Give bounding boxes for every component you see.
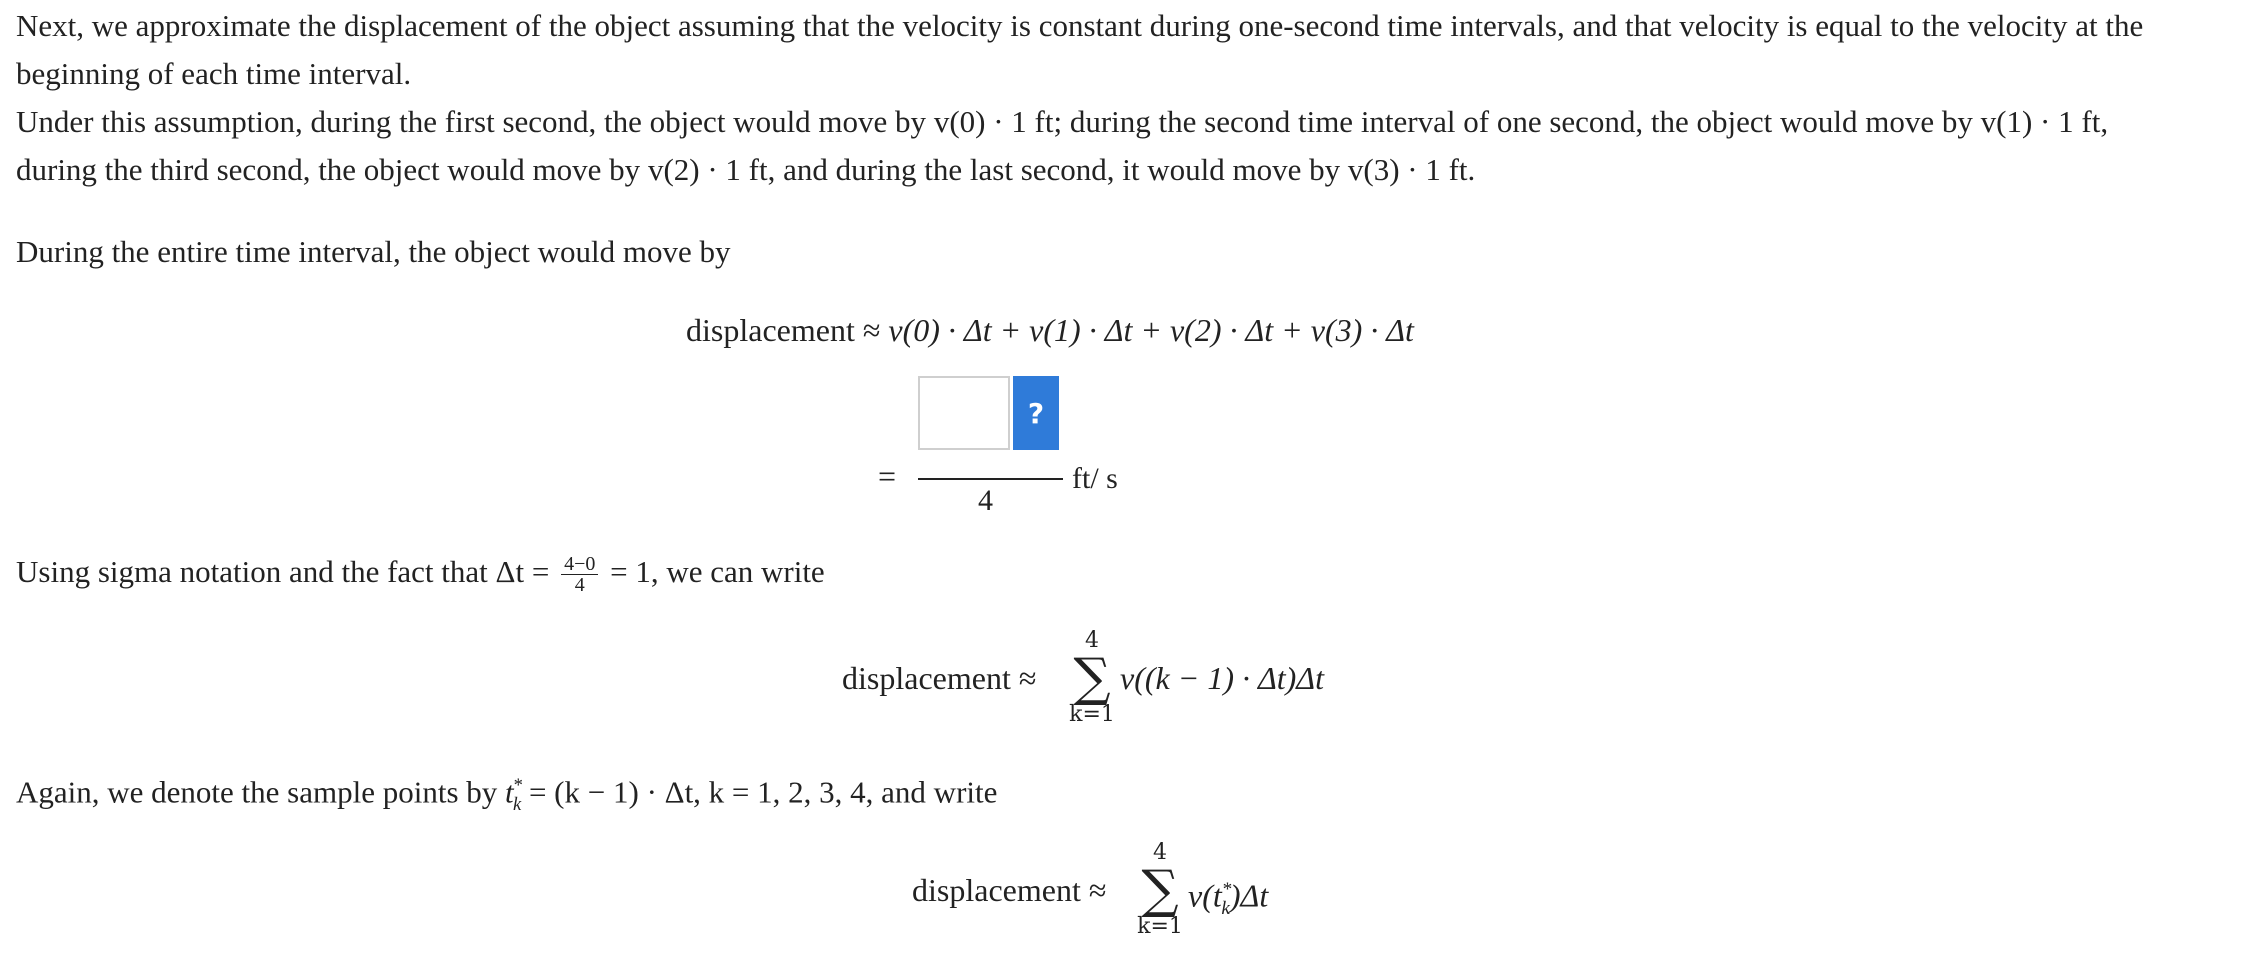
- eq4-star: *: [1221, 879, 1232, 900]
- sigma-notation-paragraph: [16, 548, 825, 596]
- delta-t-numerator: 4−0: [561, 554, 598, 575]
- eq1-rhs: v(0) · Δt + v(1) · Δt + v(2) · Δt + v(3) · Δt: [888, 312, 1414, 348]
- v2-term: v(2) · 1 ft: [647, 152, 768, 187]
- eq4-summand-pre: v(t: [1188, 877, 1222, 914]
- v1-term: v(1) · 1 ft: [1980, 104, 2101, 139]
- assumption-text-3: , during the third second, the object would move by: [16, 104, 2109, 187]
- eq3-summand: v((k − 1) · Δt)Δt: [1120, 660, 1324, 696]
- eq4-summand-post: )Δt: [1229, 877, 1269, 914]
- entire-interval-paragraph: [16, 228, 2146, 276]
- assumption-paragraph: [16, 98, 2146, 194]
- eq1-lhs: displacement ≈: [686, 312, 889, 348]
- sigma2-symbol: ∑: [1141, 860, 1179, 920]
- sigma2-lower: k=1: [1137, 914, 1183, 939]
- sigma-sum-1: [1062, 630, 1122, 726]
- eq4-lhs: displacement ≈: [912, 872, 1107, 908]
- eq4-summand: [1188, 870, 1268, 929]
- sigma1-lower: k=1: [1069, 702, 1115, 727]
- entire-interval-text: During the entire time interval, the object would move by: [16, 234, 731, 269]
- intro-text: Next, we approximate the displacement of the object assuming that the velocity is constant during one-second time intervals, and that velocity is equal to the velocity at the beginning of each time interval.: [16, 8, 2144, 91]
- tk-star: *: [513, 775, 523, 796]
- v0-term: v(0) · 1 ft: [933, 104, 1054, 139]
- eq4-sub: k: [1221, 898, 1230, 920]
- eq2-units: ft/ s: [1072, 462, 1118, 495]
- eq2-denominator: 4: [978, 484, 993, 517]
- delta-t-fraction: [561, 554, 598, 595]
- sigma1-upper: 4: [1085, 628, 1099, 653]
- intro-paragraph: [16, 2, 2146, 98]
- help-button[interactable]: ?: [1013, 376, 1059, 450]
- fraction-bar: [918, 478, 1063, 480]
- eq2-equals: =: [878, 458, 897, 494]
- tk-subscript: k: [512, 793, 522, 815]
- sigma-sum-2: [1130, 842, 1190, 938]
- sigma2-upper: 4: [1153, 840, 1167, 865]
- assumption-text-4: , and during the last second, it would move by: [767, 152, 1348, 187]
- tk-symbol: t: [505, 774, 514, 810]
- sigma1-symbol: ∑: [1073, 648, 1111, 708]
- sigma-text-2: = 1, we can write: [602, 554, 825, 589]
- delta-t-denominator: 4: [574, 574, 585, 597]
- sample-points-paragraph: [16, 762, 997, 829]
- assumption-text-2: ; during the second time interval of one second, the object would move by: [1053, 104, 1981, 139]
- assumption-text-1: Under this assumption, during the first second, the object would move by: [16, 104, 934, 139]
- sample-text-1: Again, we denote the sample points by: [16, 774, 506, 810]
- v3-term: v(3) · 1 ft: [1347, 152, 1468, 187]
- eq3-lhs: displacement ≈: [842, 660, 1037, 696]
- sigma-text-1: Using sigma notation and the fact that Δt =: [16, 554, 558, 589]
- assumption-text-5: .: [1467, 152, 1476, 187]
- numerator-answer-input[interactable]: [918, 376, 1010, 450]
- sample-text-2: = (k − 1) · Δt, k = 1, 2, 3, 4, and write: [521, 774, 998, 810]
- displacement-equation-1: [686, 310, 1414, 350]
